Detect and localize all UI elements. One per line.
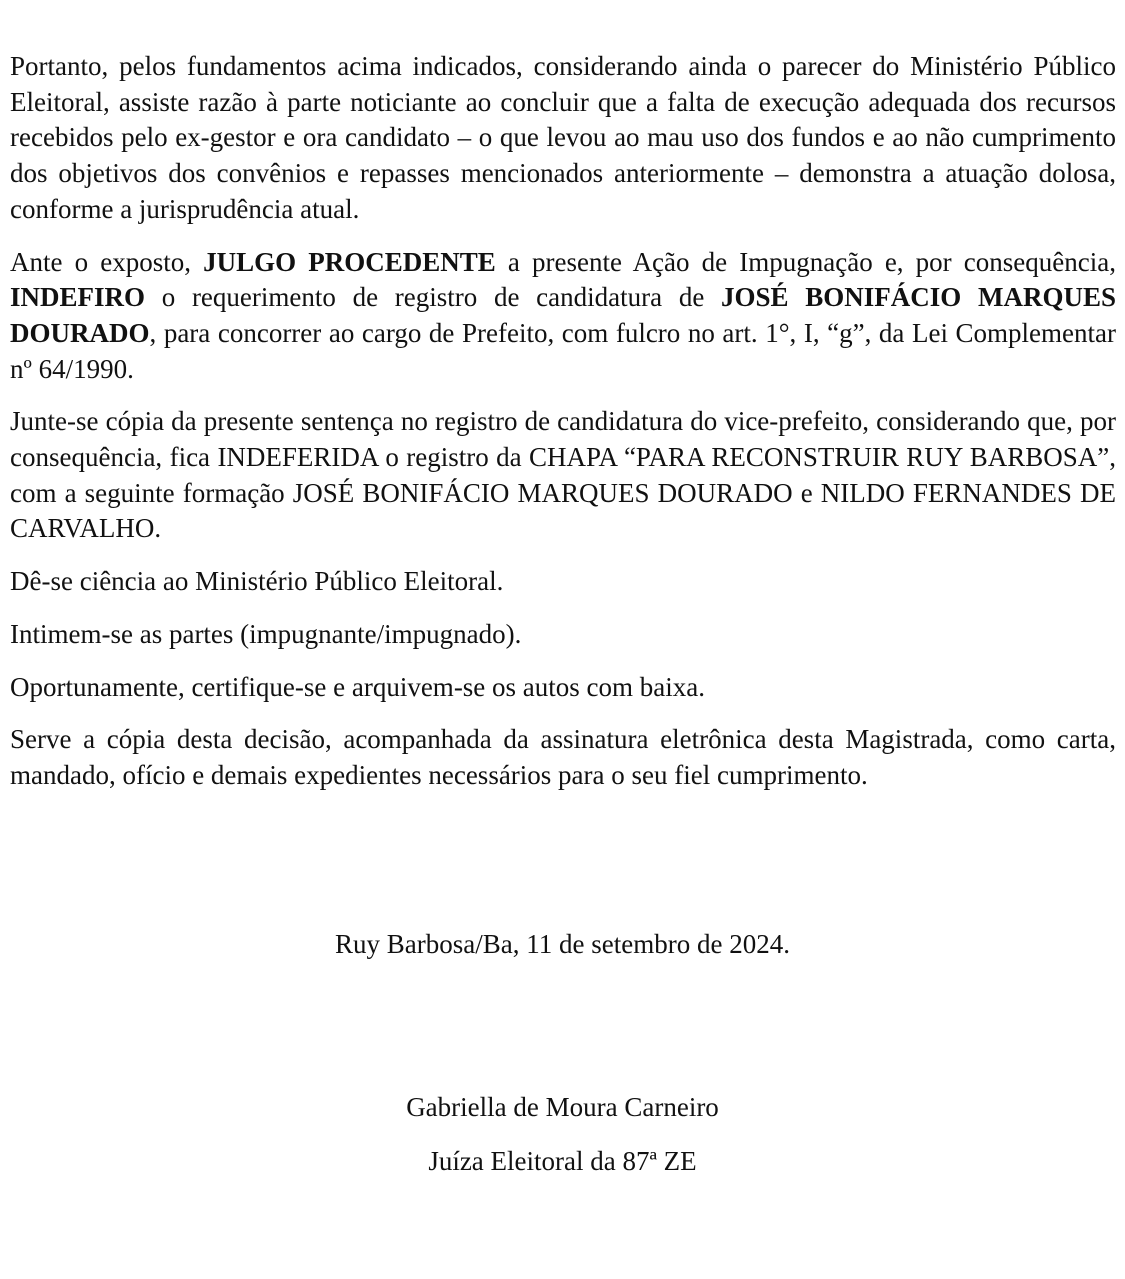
date-line: Ruy Barbosa/Ba, 11 de setembro de 2024. [335, 929, 790, 959]
signer-name: Gabriella de Moura Carneiro [406, 1092, 719, 1122]
ruling-text-2: a presente Ação de Impugnação e, por consequência, [495, 246, 1116, 277]
paragraph-archive: Oportunamente, certifique-se e arquivem-se os autos com baixa. [10, 671, 705, 702]
ruling-text-1: Ante o exposto, [10, 246, 204, 277]
signer-role: Juíza Eleitoral da 87ª ZE [428, 1146, 697, 1176]
candidate-name-bold: JOSÉ BONIFÁCIO MARQUES DOURADO [10, 282, 1117, 348]
paragraph-summon-parties: Intimem-se as partes (impugnante/impugnado). [10, 618, 522, 649]
ruling-text-3: o requerimento de registro de candidatura de [145, 282, 722, 313]
document-body [10, 49, 1116, 811]
paragraph-conclusion: Portanto, pelos fundamentos acima indicados, considerando ainda o parecer do Ministério Público Eleitoral, assiste razão à parte noticiante ao concluir que a falta de execução adequada dos recursos recebidos pelo ex-gestor e ora candidato – o que levou ao mau uso dos fundos e ao não cumprimento dos objetivos dos convênios e repasses mencionados anteriormente – demonstra a atuação dolosa, conforme a jurisprudência atual. [10, 51, 1116, 224]
paragraph-vice-registration: Junte-se cópia da presente sentença no registro de candidatura do vice-prefeito, considerando que, por consequência, fica INDEFERIDA o registro da CHAPA “PARA RECONSTRUIR RUY BARBOSA”, com a seguinte formação JOSÉ BONIFÁCIO MARQUES DOURADO e NILDO FERNANDES DE CARVALHO. [10, 406, 1116, 544]
ruling-decision-bold: INDEFIRO [10, 282, 146, 313]
paragraph-serves-as: Serve a cópia desta decisão, acompanhada da assinatura eletrônica desta Magistrada, como carta, mandado, ofício e demais expedientes necessários para o seu fiel cumprimento. [10, 724, 1116, 790]
paragraph-ruling [10, 245, 1116, 388]
ruling-verdict-bold: JULGO PROCEDENTE [203, 246, 496, 277]
paragraph-notify-mp: Dê-se ciência ao Ministério Público Eleitoral. [10, 566, 504, 597]
ruling-text-4: , para concorrer ao cargo de Prefeito, com fulcro no art. 1°, I, “g”, da Lei Complementar nº 64/1990. [10, 317, 1116, 384]
